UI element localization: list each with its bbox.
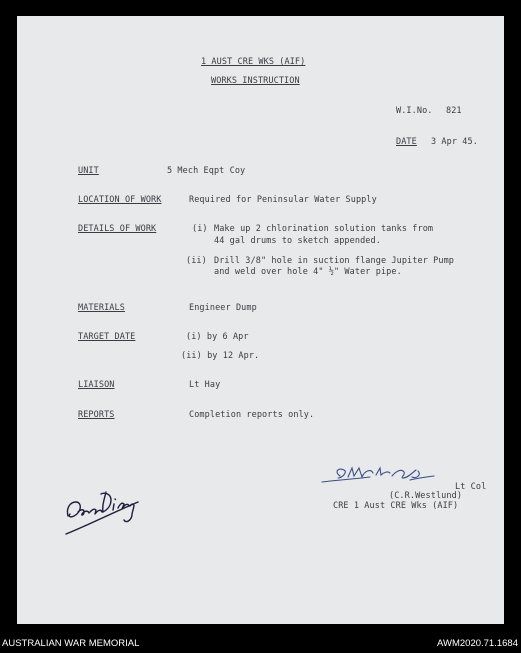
unit-value: 5 Mech Eqpt Coy [167, 166, 246, 176]
footer-accession-number: AWM2020.71.1684 [437, 638, 518, 649]
handwritten-signature-lower-left [62, 478, 144, 540]
header-title: WORKS INSTRUCTION [211, 76, 300, 86]
reports-value: Completion reports only. [189, 410, 315, 420]
signature-title: CRE 1 Aust CRE Wks (AIF) [333, 501, 459, 511]
liaison-value: Lt Hay [189, 380, 221, 390]
wi-label: W.I.No. [396, 106, 433, 116]
details-item-2-number: (ii) [186, 256, 207, 266]
reports-label: REPORTS [78, 410, 115, 420]
materials-label: MATERIALS [78, 303, 125, 313]
wi-number: 821 [446, 106, 462, 116]
target-date-1: (i) by 6 Apr [186, 332, 249, 342]
date-label: DATE [396, 137, 417, 147]
location-value: Required for Peninsular Water Supply [189, 195, 377, 205]
location-label: LOCATION OF WORK [78, 195, 162, 205]
signature-rank: Lt Col [455, 482, 487, 492]
details-item-2-line-1: Drill 3/8" hole in suction flange Jupiter Pump [214, 256, 455, 266]
details-item-1-line-1: Make up 2 chlorination solution tanks from [214, 224, 434, 234]
target-date-2: (ii) by 12 Apr. [181, 351, 260, 361]
details-item-2-line-2: and weld over hole 4" ½" Water pipe. [214, 267, 402, 277]
materials-value: Engineer Dump [189, 303, 257, 313]
unit-label: UNIT [78, 166, 99, 176]
date-value: 3 Apr 45. [431, 137, 478, 147]
details-label: DETAILS OF WORK [78, 224, 157, 234]
signature-name: (C.R.Westlund) [389, 491, 463, 501]
footer-collection-name: AUSTRALIAN WAR MEMORIAL [2, 638, 140, 649]
header-unit: 1 AUST CRE WKS (AIF) [201, 57, 306, 67]
liaison-label: LIAISON [78, 380, 115, 390]
handwritten-signature-westlund [318, 466, 448, 492]
details-item-1-number: (i) [192, 224, 208, 234]
target-date-label: TARGET DATE [78, 332, 136, 342]
details-item-1-line-2: 44 gal drums to sketch appended. [214, 236, 381, 246]
